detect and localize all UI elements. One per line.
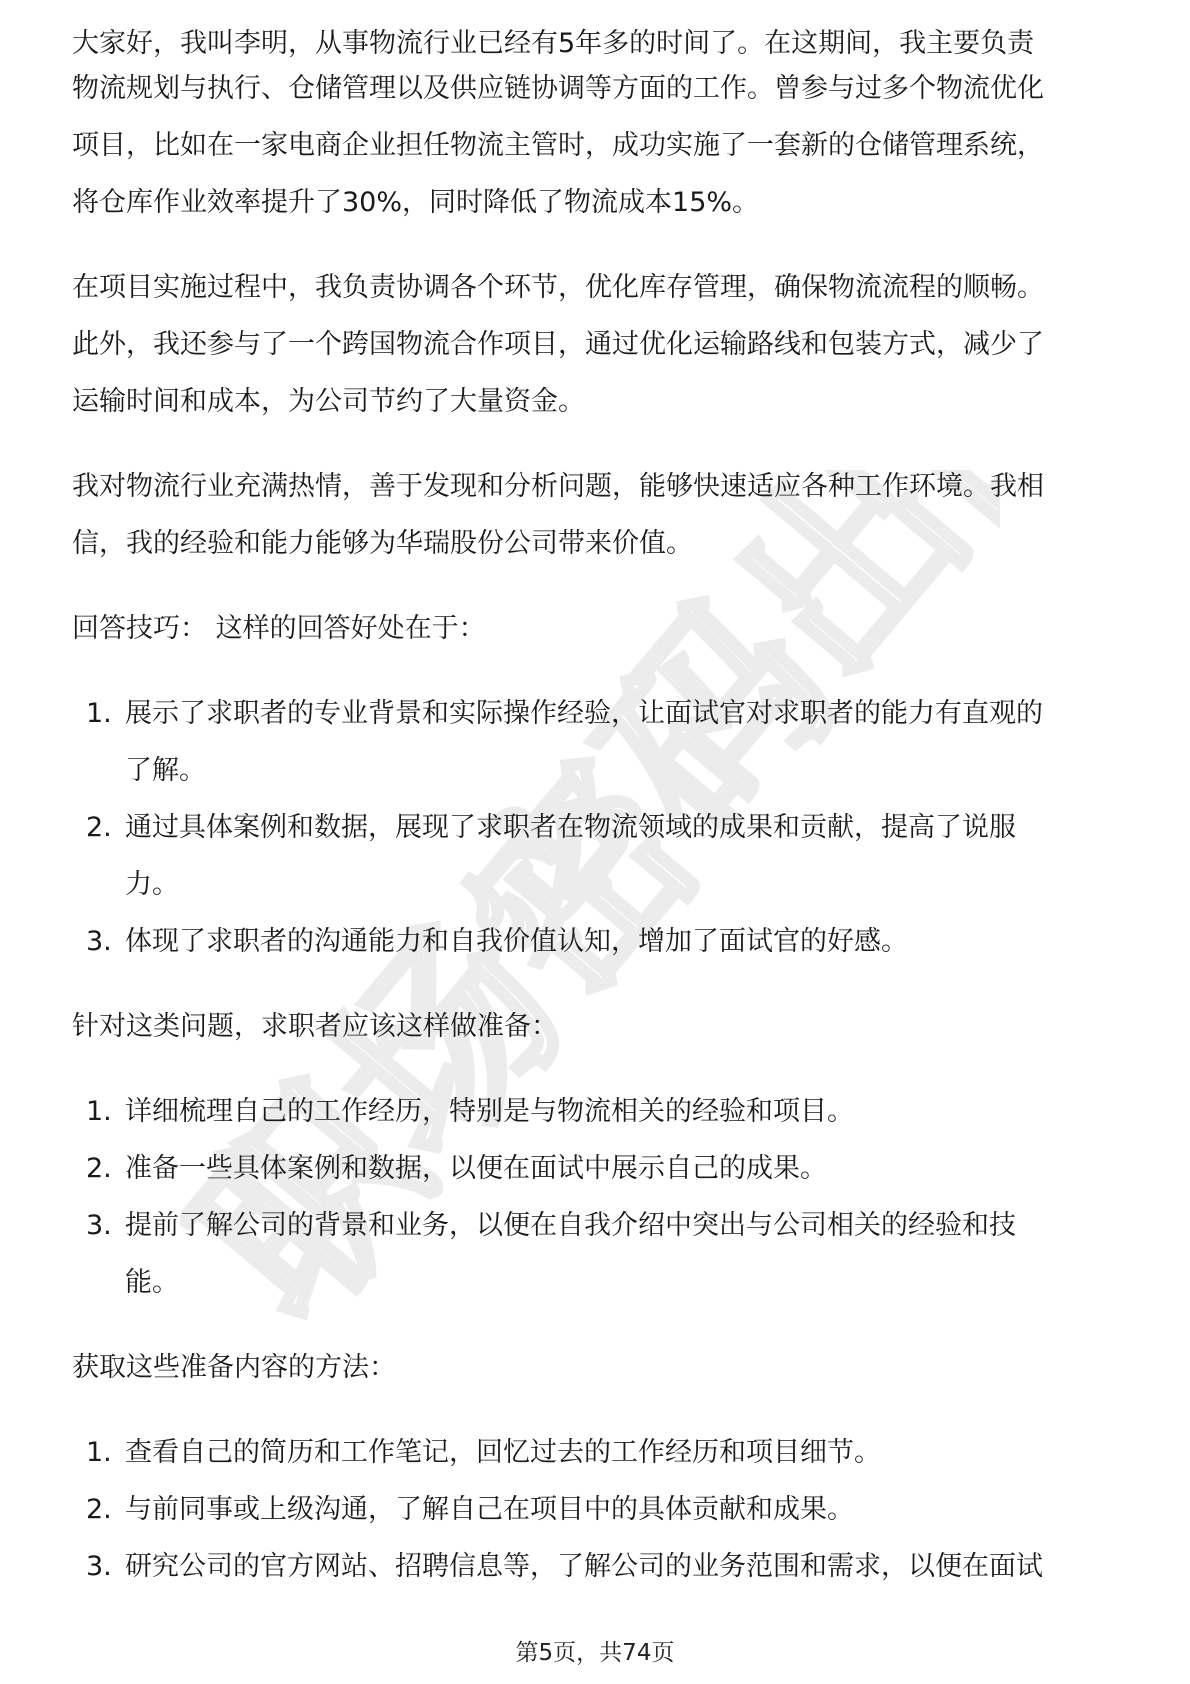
tips-list — [72, 685, 1122, 970]
text-line: 力。 — [125, 869, 179, 900]
text-line: 项目，比如在一家电商企业担任物流主管时，成功实施了一套新的仓储管理系统， — [72, 130, 1044, 161]
text-line: 研究公司的官方网站、招聘信息等，了解公司的业务范围和需求，以便在面试 — [125, 1551, 1043, 1582]
text-line: 在项目实施过程中，我负责协调各个环节，优化库存管理，确保物流流程的顺畅。 — [72, 272, 1044, 303]
list-item — [72, 1538, 1122, 1595]
text-line: 准备一些具体案例和数据，以便在面试中展示自己的成果。 — [125, 1153, 827, 1184]
paragraph-project — [72, 259, 1122, 430]
text-line: 详细梳理自己的工作经历，特别是与物流相关的经验和项目。 — [125, 1096, 854, 1127]
list-item — [72, 685, 1122, 799]
text-line: 查看自己的简历和工作笔记，回忆过去的工作经历和项目细节。 — [125, 1437, 881, 1468]
paragraph-experience — [72, 60, 1122, 231]
prep-heading: 针对这类问题，求职者应该这样做准备： — [72, 1011, 558, 1042]
text-line: 物流规划与执行、仓储管理以及供应链协调等方面的工作。曾参与过多个物流优化 — [72, 73, 1044, 104]
list-item — [72, 1481, 1122, 1538]
list-number: 1. — [86, 698, 112, 729]
method-heading: 获取这些准备内容的方法： — [72, 1352, 396, 1383]
text-line: 信，我的经验和能力能够为华瑞股份公司带来价值。 — [72, 528, 693, 559]
list-item — [72, 913, 1122, 970]
list-number: 1. — [86, 1096, 112, 1127]
list-item — [72, 1424, 1122, 1481]
list-item — [72, 1083, 1122, 1140]
page-number-footer: 第5页，共74页 — [515, 1640, 675, 1666]
list-item — [72, 799, 1122, 913]
list-number: 1. — [86, 1437, 112, 1468]
list-number: 3. — [86, 926, 112, 957]
list-number: 2. — [86, 812, 112, 843]
text-line: 我对物流行业充满热情，善于发现和分析问题，能够快速适应各种工作环境。我相 — [72, 471, 1044, 502]
text-line: 此外，我还参与了一个跨国物流合作项目，通过优化运输路线和包装方式，减少了 — [72, 329, 1044, 360]
text-line: 提前了解公司的背景和业务，以便在自我介绍中突出与公司相关的经验和技 — [125, 1210, 1016, 1241]
list-number: 2. — [86, 1494, 112, 1525]
cut-off-line: 大家好，我叫李明，从事物流行业已经有5年多的时间了。在这期间，我主要负责 — [72, 28, 1035, 59]
watermark-text: 职场密码出品 — [180, 470, 1000, 1363]
text-line: 体现了求职者的沟通能力和自我价值认知，增加了面试官的好感。 — [125, 926, 908, 957]
list-number: 3. — [86, 1210, 112, 1241]
list-number: 2. — [86, 1153, 112, 1184]
text-line: 展示了求职者的专业背景和实际操作经验，让面试官对求职者的能力有直观的 — [125, 698, 1043, 729]
tips-heading: 回答技巧： 这样的回答好处在于： — [72, 613, 486, 644]
list-number: 3. — [86, 1551, 112, 1582]
paragraph-passion — [72, 458, 1122, 572]
text-line: 通过具体案例和数据，展现了求职者在物流领域的成果和贡献，提高了说服 — [125, 812, 1016, 843]
text-line: 能。 — [125, 1267, 179, 1298]
list-item — [72, 1197, 1122, 1311]
document-body — [72, 28, 1122, 1623]
prep-list — [72, 1083, 1122, 1311]
text-line: 运输时间和成本，为公司节约了大量资金。 — [72, 386, 585, 417]
method-list — [72, 1424, 1122, 1595]
text-line: 将仓库作业效率提升了30%，同时降低了物流成本15%。 — [72, 187, 760, 218]
list-item — [72, 1140, 1122, 1197]
text-line: 与前同事或上级沟通，了解自己在项目中的具体贡献和成果。 — [125, 1494, 854, 1525]
text-line: 了解。 — [125, 755, 206, 786]
